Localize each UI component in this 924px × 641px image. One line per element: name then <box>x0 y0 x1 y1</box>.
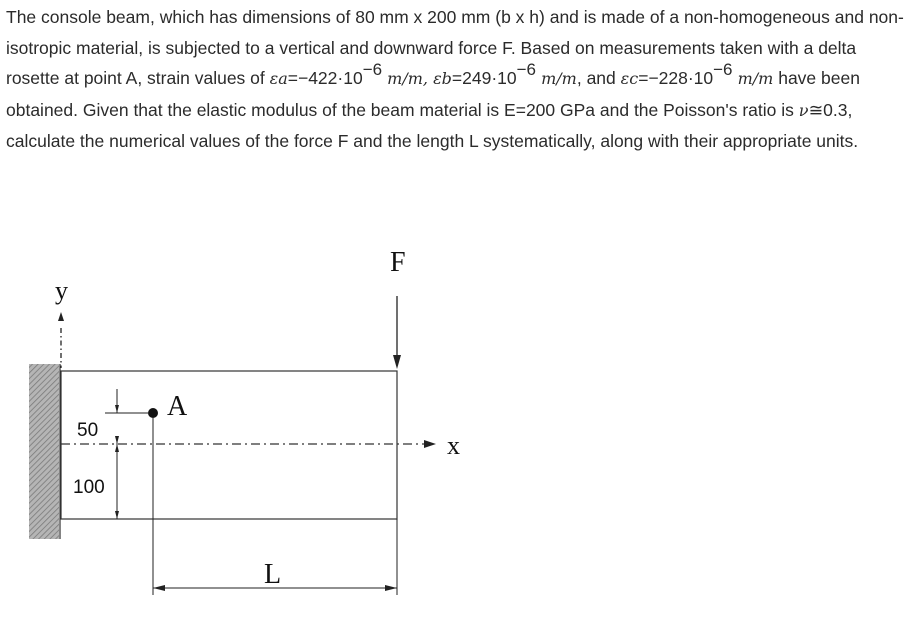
strain-c-exponent: −6 <box>713 60 733 79</box>
dim-100-label: 100 <box>73 477 105 498</box>
strain-a-exponent: −6 <box>362 60 383 79</box>
problem-text-4: ≅0.3, calculate the numerical values of the force F and the length L systematically, along with their appropriate units. <box>6 99 859 151</box>
length-label: L <box>264 559 282 590</box>
x-axis-arrow <box>424 440 436 448</box>
strain-b-value: =249·10 <box>451 68 517 88</box>
strain-b-exponent: −6 <box>516 60 537 79</box>
strain-a-value: =−422·10 <box>287 68 363 88</box>
x-axis-label: x <box>447 431 460 460</box>
strain-c-symbol: εc <box>620 69 639 88</box>
beam-outline <box>61 371 397 519</box>
y-axis-label: y <box>55 276 68 305</box>
problem-text-2: , and <box>576 68 621 88</box>
problem-text-1: The console beam, which has dimensions of 80 mm x 200 mm (b x h) and is made of a non-homogeneous and non-isotropic material, is subjected to a vertical and downward force F. Based on measurements taken with a delta rosette at point A, strain values of <box>6 7 904 88</box>
y-axis-arrow <box>58 312 64 321</box>
point-a-marker <box>148 408 158 418</box>
length-arrow-left <box>153 585 165 591</box>
strain-b-symbol: εb <box>433 69 452 88</box>
fixed-support-wall <box>29 364 59 539</box>
strain-c-unit: m/m <box>732 69 774 88</box>
strain-c-value: =−228·10 <box>638 68 714 88</box>
strain-a-unit: m/m, <box>382 69 434 88</box>
poisson-symbol: ν <box>798 100 809 120</box>
strain-b-unit: m/m <box>536 69 577 88</box>
problem-text-3: have been obtained. Given that the elastic modulus of the beam material is E=200 GPa and the Poisson's ratio is <box>6 68 860 120</box>
dim-50-label: 50 <box>77 420 99 441</box>
force-arrow-head <box>393 355 401 369</box>
point-a-label: A <box>167 391 188 422</box>
length-arrow-right <box>385 585 397 591</box>
strain-a-symbol: εa <box>269 69 288 88</box>
force-label: F <box>390 247 406 278</box>
